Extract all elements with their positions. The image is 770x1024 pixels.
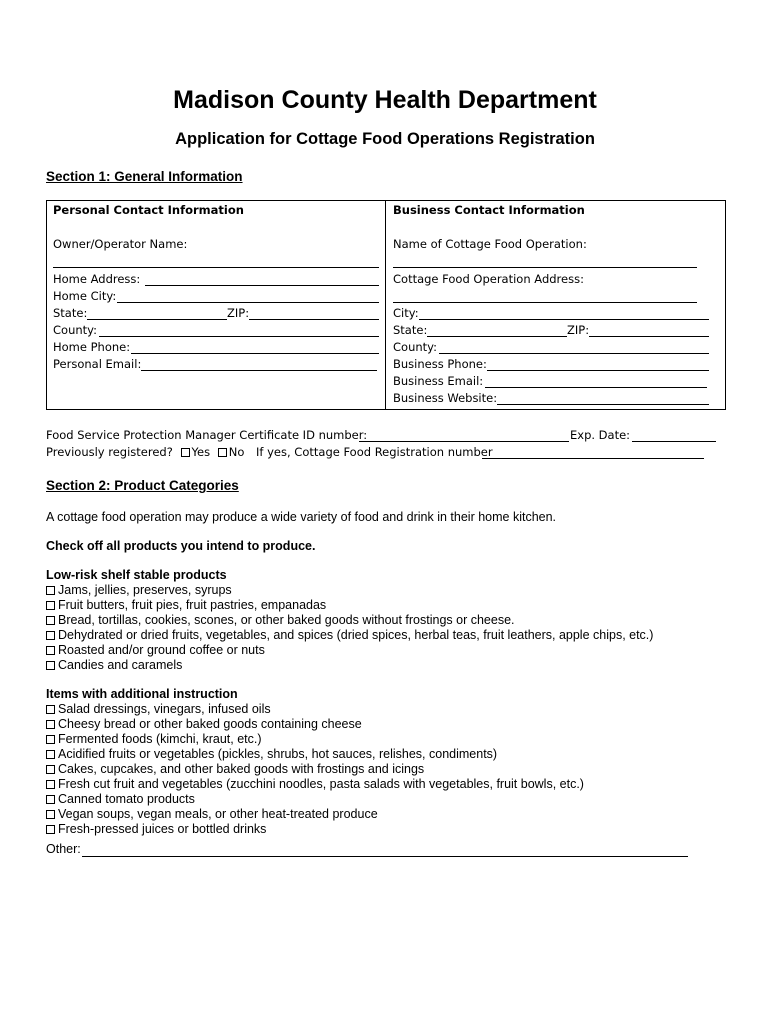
owner-name-field[interactable] bbox=[53, 267, 379, 268]
personal-email-label: Personal Email: bbox=[53, 357, 142, 371]
business-county-field[interactable] bbox=[439, 353, 709, 354]
list-item: Fresh-pressed juices or bottled drinks bbox=[46, 822, 584, 837]
home-county-label: County: bbox=[53, 323, 97, 337]
low-risk-heading: Low-risk shelf stable products bbox=[46, 568, 227, 582]
exp-date-label: Exp. Date: bbox=[570, 428, 631, 442]
list-item: Candies and caramels bbox=[46, 658, 653, 673]
list-item: Cakes, cupcakes, and other baked goods with frostings and icings bbox=[46, 762, 584, 777]
product-checkbox[interactable] bbox=[46, 780, 55, 789]
business-state-field[interactable] bbox=[427, 336, 567, 337]
home-phone-label: Home Phone: bbox=[53, 340, 131, 354]
box-divider bbox=[385, 201, 386, 409]
additional-instruction-heading: Items with additional instruction bbox=[46, 687, 238, 701]
list-item: Salad dressings, vinegars, infused oils bbox=[46, 702, 584, 717]
yes-checkbox[interactable] bbox=[181, 448, 190, 457]
list-item: Acidified fruits or vegetables (pickles, shrubs, hot sauces, relishes, condiments) bbox=[46, 747, 584, 762]
home-city-field[interactable] bbox=[117, 302, 379, 303]
other-field[interactable] bbox=[82, 856, 688, 857]
list-item: Fruit butters, fruit pies, fruit pastries, empanadas bbox=[46, 598, 653, 613]
owner-name-label: Owner/Operator Name: bbox=[53, 237, 188, 251]
home-zip-field[interactable] bbox=[249, 319, 379, 320]
registration-number-field[interactable] bbox=[482, 458, 704, 459]
personal-email-field[interactable] bbox=[141, 370, 377, 371]
certificate-id-field[interactable] bbox=[359, 441, 569, 442]
business-phone-label: Business Phone: bbox=[393, 357, 487, 371]
section1-heading: Section 1: General Information bbox=[46, 169, 243, 184]
business-email-label: Business Email: bbox=[393, 374, 484, 388]
additional-instruction-list bbox=[46, 687, 584, 837]
home-state-field[interactable] bbox=[87, 319, 227, 320]
product-checkbox[interactable] bbox=[46, 795, 55, 804]
other-label: Other: bbox=[46, 842, 81, 856]
business-name-label: Name of Cottage Food Operation: bbox=[393, 237, 587, 251]
no-checkbox[interactable] bbox=[218, 448, 227, 457]
yes-label: Yes bbox=[191, 445, 211, 459]
product-checkbox[interactable] bbox=[46, 661, 55, 670]
home-phone-field[interactable] bbox=[131, 353, 379, 354]
business-city-field[interactable] bbox=[419, 319, 709, 320]
business-zip-field[interactable] bbox=[589, 336, 709, 337]
business-state-label: State: bbox=[393, 323, 428, 337]
product-checkbox[interactable] bbox=[46, 825, 55, 834]
low-risk-list bbox=[46, 568, 653, 673]
list-item: Roasted and/or ground coffee or nuts bbox=[46, 643, 653, 658]
list-item: Cheesy bread or other baked goods containing cheese bbox=[46, 717, 584, 732]
list-item: Bread, tortillas, cookies, scones, or other baked goods without frostings or cheese. bbox=[46, 613, 653, 628]
business-name-field[interactable] bbox=[393, 267, 697, 268]
personal-contact-heading: Personal Contact Information bbox=[53, 203, 244, 217]
business-county-label: County: bbox=[393, 340, 437, 354]
business-email-field[interactable] bbox=[485, 387, 707, 388]
product-checkbox[interactable] bbox=[46, 586, 55, 595]
business-zip-label: ZIP: bbox=[567, 323, 590, 337]
certificate-id-label: Food Service Protection Manager Certificate ID number: bbox=[46, 428, 368, 442]
product-checkbox[interactable] bbox=[46, 705, 55, 714]
product-checkbox[interactable] bbox=[46, 646, 55, 655]
home-state-label: State: bbox=[53, 306, 88, 320]
contact-info-box bbox=[46, 200, 726, 410]
home-address-label: Home Address: bbox=[53, 272, 141, 286]
page-title: Madison County Health Department bbox=[173, 86, 597, 114]
business-address-field[interactable] bbox=[393, 302, 697, 303]
business-phone-field[interactable] bbox=[487, 370, 709, 371]
product-checkbox[interactable] bbox=[46, 765, 55, 774]
product-checkbox[interactable] bbox=[46, 750, 55, 759]
exp-date-field[interactable] bbox=[632, 441, 716, 442]
registration-number-label: If yes, Cottage Food Registration number bbox=[256, 445, 493, 459]
home-address-field[interactable] bbox=[145, 285, 379, 286]
business-website-label: Business Website: bbox=[393, 391, 498, 405]
business-city-label: City: bbox=[393, 306, 419, 320]
product-checkbox[interactable] bbox=[46, 720, 55, 729]
page-subtitle: Application for Cottage Food Operations Registration bbox=[175, 130, 595, 148]
list-item: Jams, jellies, preserves, syrups bbox=[46, 583, 653, 598]
product-checkbox[interactable] bbox=[46, 616, 55, 625]
home-city-label: Home City: bbox=[53, 289, 117, 303]
home-county-field[interactable] bbox=[99, 336, 379, 337]
section2-instruction: Check off all products you intend to produce. bbox=[46, 539, 316, 553]
previously-registered-row bbox=[46, 444, 493, 461]
list-item: Fermented foods (kimchi, kraut, etc.) bbox=[46, 732, 584, 747]
previously-registered-label: Previously registered? bbox=[46, 445, 173, 459]
product-checkbox[interactable] bbox=[46, 810, 55, 819]
list-item: Vegan soups, vegan meals, or other heat-treated produce bbox=[46, 807, 584, 822]
product-checkbox[interactable] bbox=[46, 631, 55, 640]
list-item: Fresh cut fruit and vegetables (zucchini noodles, pasta salads with vegetables, fruit bowls, etc.) bbox=[46, 777, 584, 792]
section2-intro: A cottage food operation may produce a wide variety of food and drink in their home kitchen. bbox=[46, 510, 557, 524]
list-item: Dehydrated or dried fruits, vegetables, and spices (dried spices, herbal teas, fruit leathers, apple chips, etc.) bbox=[46, 628, 653, 643]
product-checkbox[interactable] bbox=[46, 735, 55, 744]
business-address-label: Cottage Food Operation Address: bbox=[393, 272, 584, 286]
business-website-field[interactable] bbox=[497, 404, 709, 405]
list-item: Canned tomato products bbox=[46, 792, 584, 807]
section2-heading: Section 2: Product Categories bbox=[46, 478, 239, 493]
home-zip-label: ZIP: bbox=[227, 306, 250, 320]
product-checkbox[interactable] bbox=[46, 601, 55, 610]
no-label: No bbox=[228, 445, 245, 459]
business-contact-heading: Business Contact Information bbox=[393, 203, 585, 217]
